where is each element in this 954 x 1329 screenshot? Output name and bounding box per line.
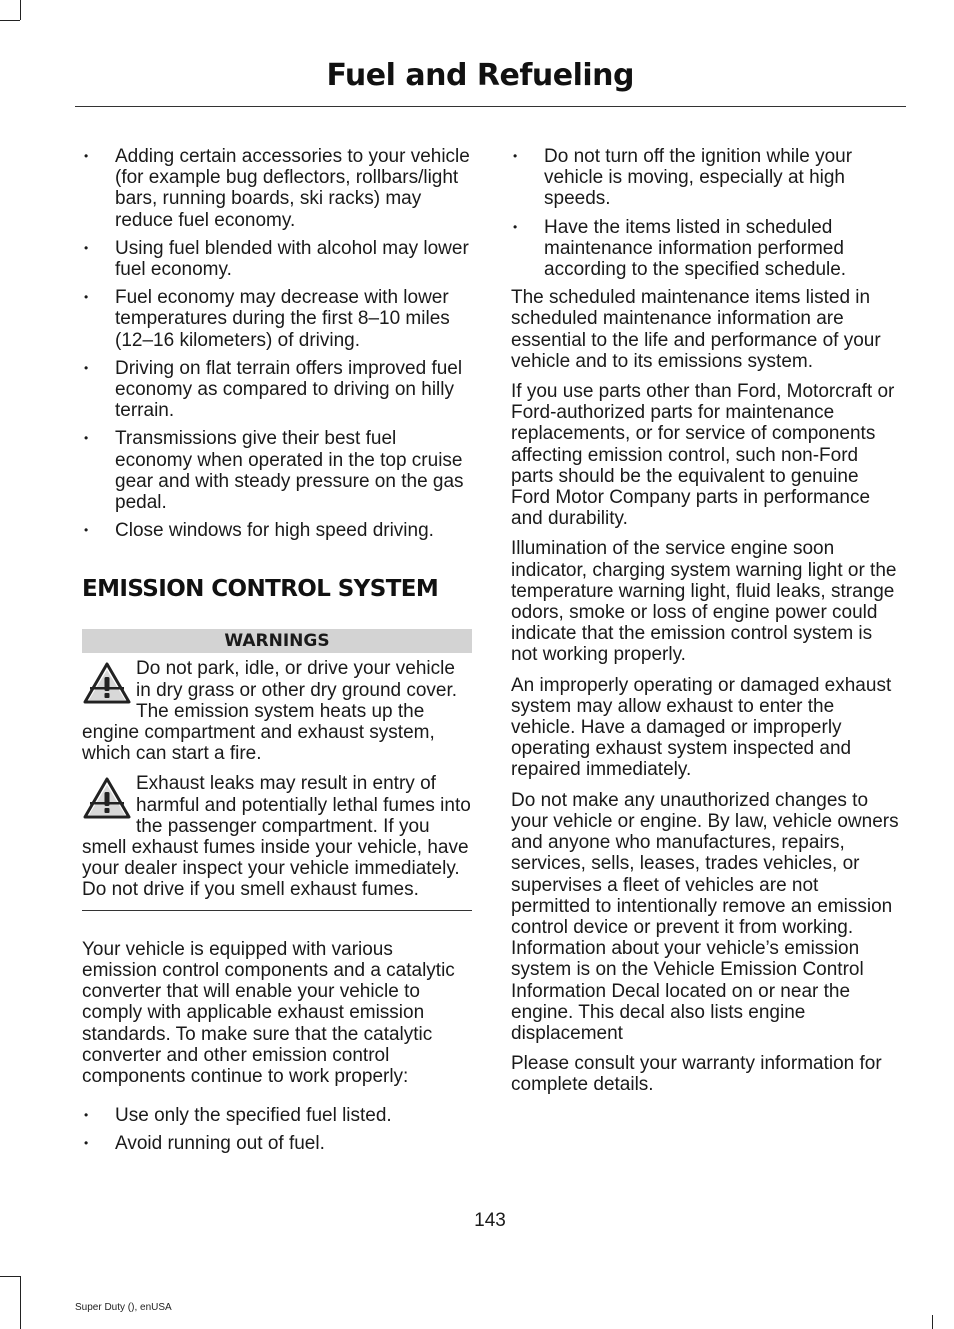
list-item: • Do not turn off the ignition while your vehicle is moving, especially at high speeds.: [511, 146, 901, 210]
list-item: • Using fuel blended with alcohol may lower fuel economy.: [82, 238, 472, 280]
left-column: [82, 146, 472, 1162]
body-paragraph: Please consult your warranty information for complete details.: [511, 1053, 882, 1096]
emission-bullet-list: [82, 1105, 472, 1154]
body-paragraph: Do not make any unauthorized changes to your vehicle or engine. By law, vehicle owners and anyone who manufactures, repairs, services, sells, leases, trades vehicles, or supervises a fleet of vehicles are not permitted to intentionally remove an emission control device or prevent it from working. Information about your vehicle’s emission system is on the Vehicle Emission Control Information Decal located on or near the engine. This decal also lists engine displacement: [511, 789, 899, 1044]
warnings-header: WARNINGS: [82, 629, 472, 653]
body-paragraph: The scheduled maintenance items listed in scheduled maintenance information are essential to the life and performance of your vehicle and to its emissions system.: [511, 287, 881, 372]
list-item: • Avoid running out of fuel.: [82, 1133, 472, 1154]
warning-item: [82, 773, 472, 900]
warning-triangle-icon: [82, 776, 132, 820]
page-number: 143: [474, 1210, 506, 1231]
footer-doc-label: Super Duty (), enUSA: [75, 1302, 172, 1313]
list-item: • Transmissions give their best fuel economy when operated in the top cruise gear and with steady pressure on the gas pedal.: [82, 428, 472, 513]
page-title: Fuel and Refueling: [326, 58, 634, 93]
list-item: • Have the items listed in scheduled maintenance information performed according to the specified schedule.: [511, 217, 901, 281]
body-paragraph: If you use parts other than Ford, Motorcraft or Ford-authorized parts for maintenance replacements, or for service of components affecting emission control, such non-Ford parts should be the equivalent to genuine Ford Motor Company parts in performance and durability.: [511, 381, 895, 530]
warnings-end-rule: [82, 910, 472, 911]
fuel-economy-bullet-list: [82, 146, 472, 541]
right-column: [511, 146, 901, 1105]
header-rule: [75, 106, 906, 107]
list-item: • Adding certain accessories to your vehicle (for example bug deflectors, rollbars/light bars, running boards, ski racks) may reduce fuel economy.: [82, 146, 472, 231]
warning-triangle-icon: [82, 661, 132, 705]
crop-mark: [0, 1276, 20, 1277]
body-paragraph: An improperly operating or damaged exhaust system may allow exhaust to enter the vehicle. Have a damaged or improperly operating exhaust system inspected and repaired immediately.: [511, 674, 892, 781]
list-item: • Driving on flat terrain offers improved fuel economy as compared to driving on hilly terrain.: [82, 358, 472, 422]
list-item: • Fuel economy may decrease with lower temperatures during the first 8–10 miles (12–16 kilometers) of driving.: [82, 287, 472, 351]
crop-mark: [0, 20, 20, 21]
list-item: • Use only the specified fuel listed.: [82, 1105, 472, 1126]
list-item: • Close windows for high speed driving.: [82, 520, 472, 541]
warning-item: [82, 658, 472, 764]
crop-mark: [20, 1276, 21, 1329]
warning-text: Exhaust leaks may result in entry of harmful and potentially lethal fumes into the passenger compartment. If you smell exhaust fumes inside your vehicle, have your dealer inspect your vehicle immediately. Do not drive if you smell exhaust fumes.: [82, 773, 471, 901]
crop-mark: [932, 1315, 933, 1329]
intro-paragraph: Your vehicle is equipped with various emission control components and a catalytic converter that will enable your vehicle to comply with applicable exhaust emission standards. To make sure that the catalytic converter and other emission control components continue to work properly:: [82, 938, 455, 1087]
crop-mark: [20, 0, 21, 20]
ignition-bullet-list: [511, 146, 901, 280]
warning-text: Do not park, idle, or drive your vehicle in dry grass or other dry ground cover. The emission system heats up the engine compartment and exhaust system, which can start a fire.: [82, 658, 458, 765]
body-paragraph: Illumination of the service engine soon indicator, charging system warning light or the temperature warning light, fluid leaks, strange odors, smoke or loss of engine power could indicate that the emission control system is not working properly.: [511, 538, 897, 666]
section-heading: EMISSION CONTROL SYSTEM: [82, 576, 439, 603]
